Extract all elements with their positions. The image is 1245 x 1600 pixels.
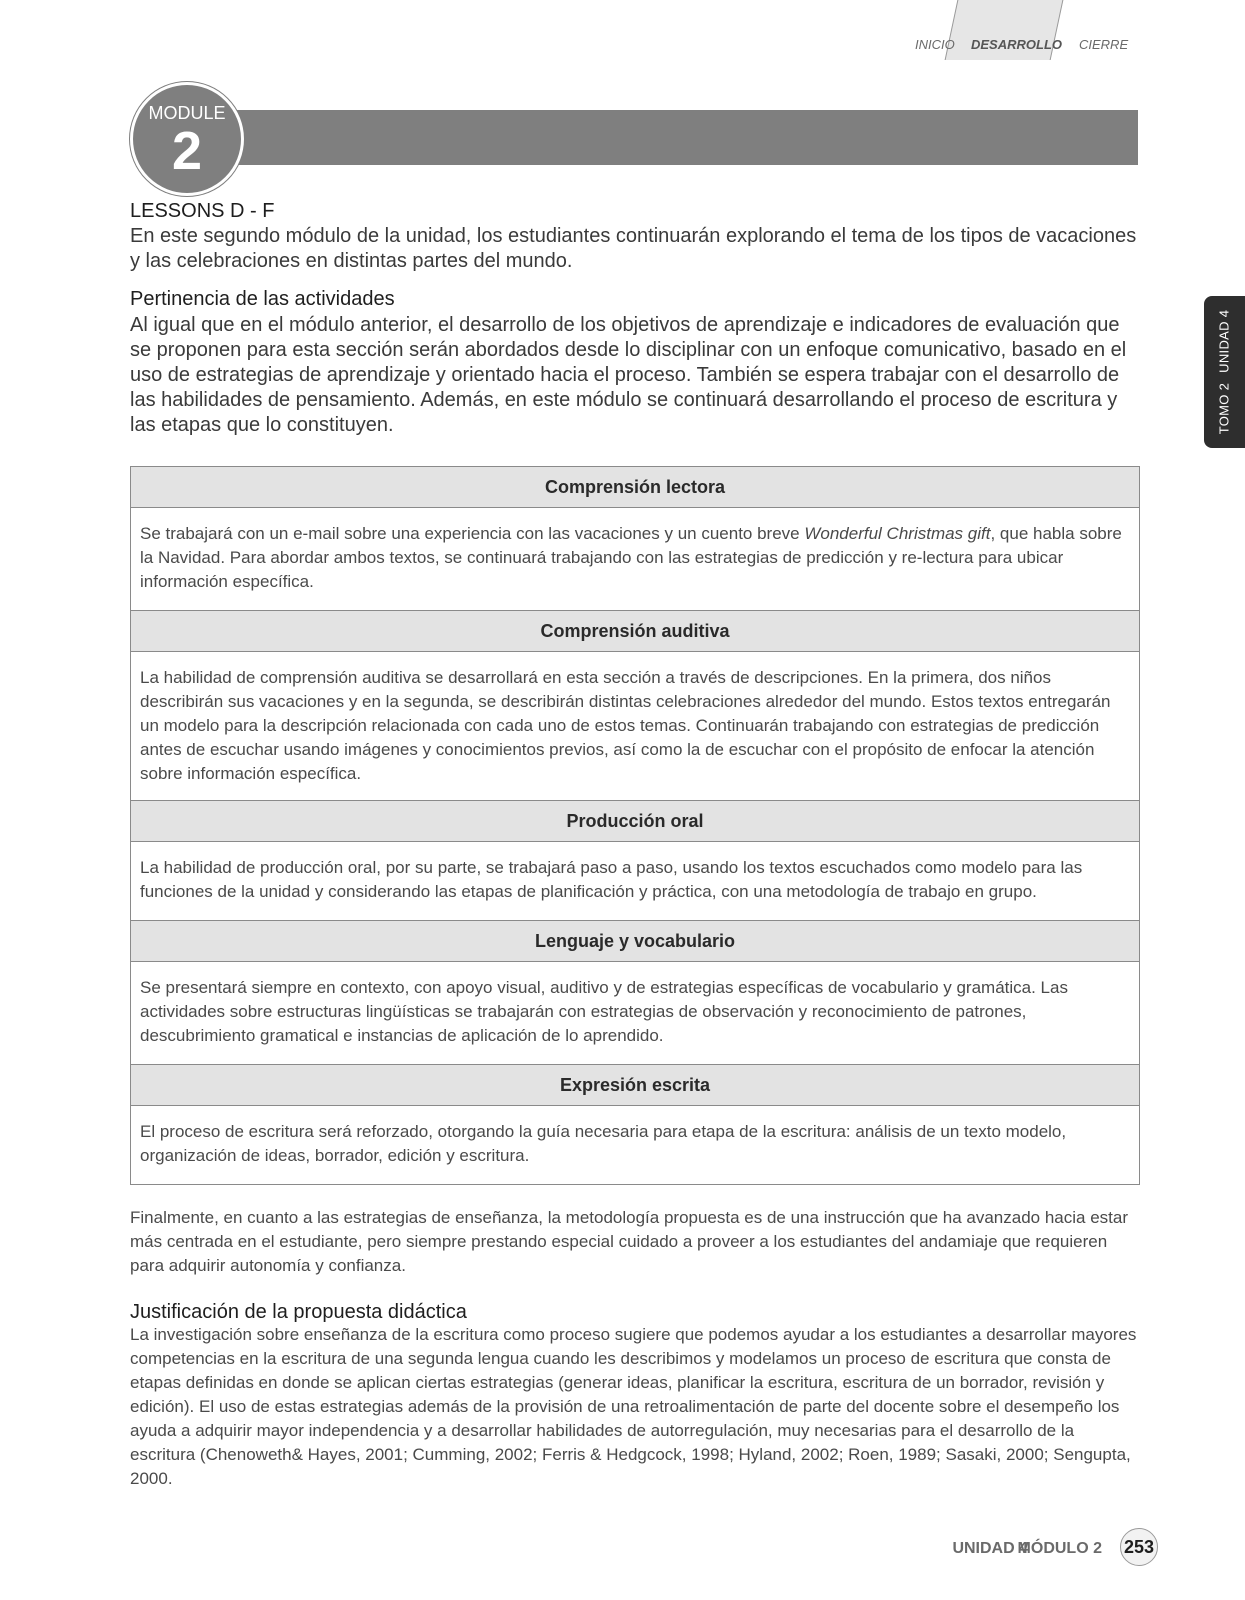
- pertinencia-heading: Pertinencia de las actividades: [130, 288, 395, 310]
- skills-table: [130, 466, 1140, 1185]
- page-number: 253: [1120, 1528, 1158, 1566]
- nav-inicio: INICIO: [915, 37, 955, 52]
- skill-text-produccion-oral: La habilidad de producción oral, por su parte, se trabajará paso a paso, usando los textos escuchados como modelo para las funciones de la unidad y considerando las etapas de planificación y práctica, con una metodología de trabajo en grupo.: [131, 842, 1139, 921]
- skill-text-comprension-lectora: Se trabajará con un e-mail sobre una experiencia con las vacaciones y un cuento breve Wonderful Christmas gift, que habla sobre la Navidad. Para abordar ambos textos, se continuará trabajando con las estrategias de predicción y re-lectura para ubicar información específica.: [131, 508, 1139, 611]
- skill-text-lenguaje-vocabulario: Se presentará siempre en contexto, con apoyo visual, auditivo y de estrategias específicas de vocabulario y gramática. Las actividades sobre estructuras lingüísticas se trabajarán con estrategias de observación y reconocimiento de patrones, descubrimiento gramatical e instancias de aplicación de lo aprendido.: [131, 962, 1139, 1065]
- side-unit-tab: [1204, 296, 1245, 448]
- skill-heading-expresion-escrita: Expresión escrita: [131, 1065, 1139, 1106]
- nav-cierre: CIERRE: [1079, 37, 1129, 52]
- skill-text-expresion-escrita: El proceso de escritura será reforzado, otorgando la guía necesaria para etapa de la escritura: análisis de un texto modelo, organización de ideas, borrador, edición y escritura.: [131, 1106, 1139, 1185]
- module-number: 2: [171, 121, 203, 181]
- skill-text-comprension-auditiva: La habilidad de comprensión auditiva se desarrollará en esta sección a través de descripciones. En la primera, dos niños describirán sus vacaciones y en la segunda, se describirán distintas celebraciones alrededor del mundo. Estos textos entregarán un modelo para la descripción relacionada con cada uno de estos temas. Continuarán trabajando con estrategias de predicción antes de escuchar usando imágenes y conocimientos previos, así como la de escuchar con el propósito de enfocar la atención sobre información específica.: [131, 652, 1139, 801]
- final-paragraph: Finalmente, en cuanto a las estrategias de enseñanza, la metodología propuesta es de una instrucción que ha avanzado hacia estar más centrada en el estudiante, pero siempre prestando especial cuidado a proveer a los estudiantes del andamiaje que requieren para adquirir autonomía y confianza.: [130, 1208, 1128, 1275]
- lessons-title: LESSONS D - F: [130, 200, 275, 222]
- module-label: MODULE: [148, 103, 226, 123]
- side-tab-unidad: UNIDAD 4: [1216, 309, 1232, 373]
- skill-heading-comprension-lectora: Comprensión lectora: [131, 467, 1139, 508]
- justificacion-heading: Justificación de la propuesta didáctica: [130, 1301, 467, 1323]
- nav-desarrollo: DESARROLLO: [971, 37, 1062, 52]
- pertinencia-paragraph: Al igual que en el módulo anterior, el desarrollo de los objetivos de aprendizaje e indicadores de evaluación que se proponen para esta sección serán abordados desde lo disciplinar con un enfoque comunicativo, basado en el uso de estrategias de aprendizaje y orientado hacia el proceso. También se espera trabajar con el desarrollo de las habilidades de pensamiento. Además, en este módulo se continuará desarrollando el proceso de escritura y las etapas que lo constituyen.: [130, 314, 1127, 436]
- section-navigation: [905, 34, 1135, 58]
- skill-heading-lenguaje-vocabulario: Lenguaje y vocabulario: [131, 921, 1139, 962]
- skill-heading-produccion-oral: Producción oral: [131, 801, 1139, 842]
- intro-paragraph: En este segundo módulo de la unidad, los estudiantes continuarán explorando el tema de los tipos de vacaciones y las celebraciones en distintas partes del mundo.: [130, 225, 1137, 272]
- skill-heading-comprension-auditiva: Comprensión auditiva: [131, 611, 1139, 652]
- footer-modulo: MÓDULO 2: [1017, 1540, 1102, 1557]
- module-header-bar: [232, 110, 1138, 165]
- story-title: Wonderful Christmas gift: [804, 524, 991, 543]
- side-tab-tomo: TOMO 2: [1216, 382, 1232, 435]
- module-badge: [130, 82, 244, 196]
- justificacion-paragraph: La investigación sobre enseñanza de la escritura como proceso sugiere que podemos ayudar a los estudiantes a desarrollar mayores competencias en la escritura de una segunda lengua cuando les describimos y modelamos un proceso de escritura que consta de etapas definidas en donde se aplican ciertas estrategias (generar ideas, planificar la escritura, escritura de un borrador, revisión y edición). El uso de estas estrategias además de la provisión de una retroalimentación de parte del docente sobre el desempeño los ayuda a adquirir mayor independencia y a desarrollar habilidades de autorregulación, muy necesarias para el desarrollo de la escritura (Chenoweth& Hayes, 2001; Cumming, 2002; Ferris & Hedgcock, 1998; Hyland, 2002; Roen, 1989; Sasaki, 2000; Sengupta, 2000.: [130, 1325, 1137, 1488]
- footer-unidad: UNIDAD 4: [952, 1540, 1028, 1557]
